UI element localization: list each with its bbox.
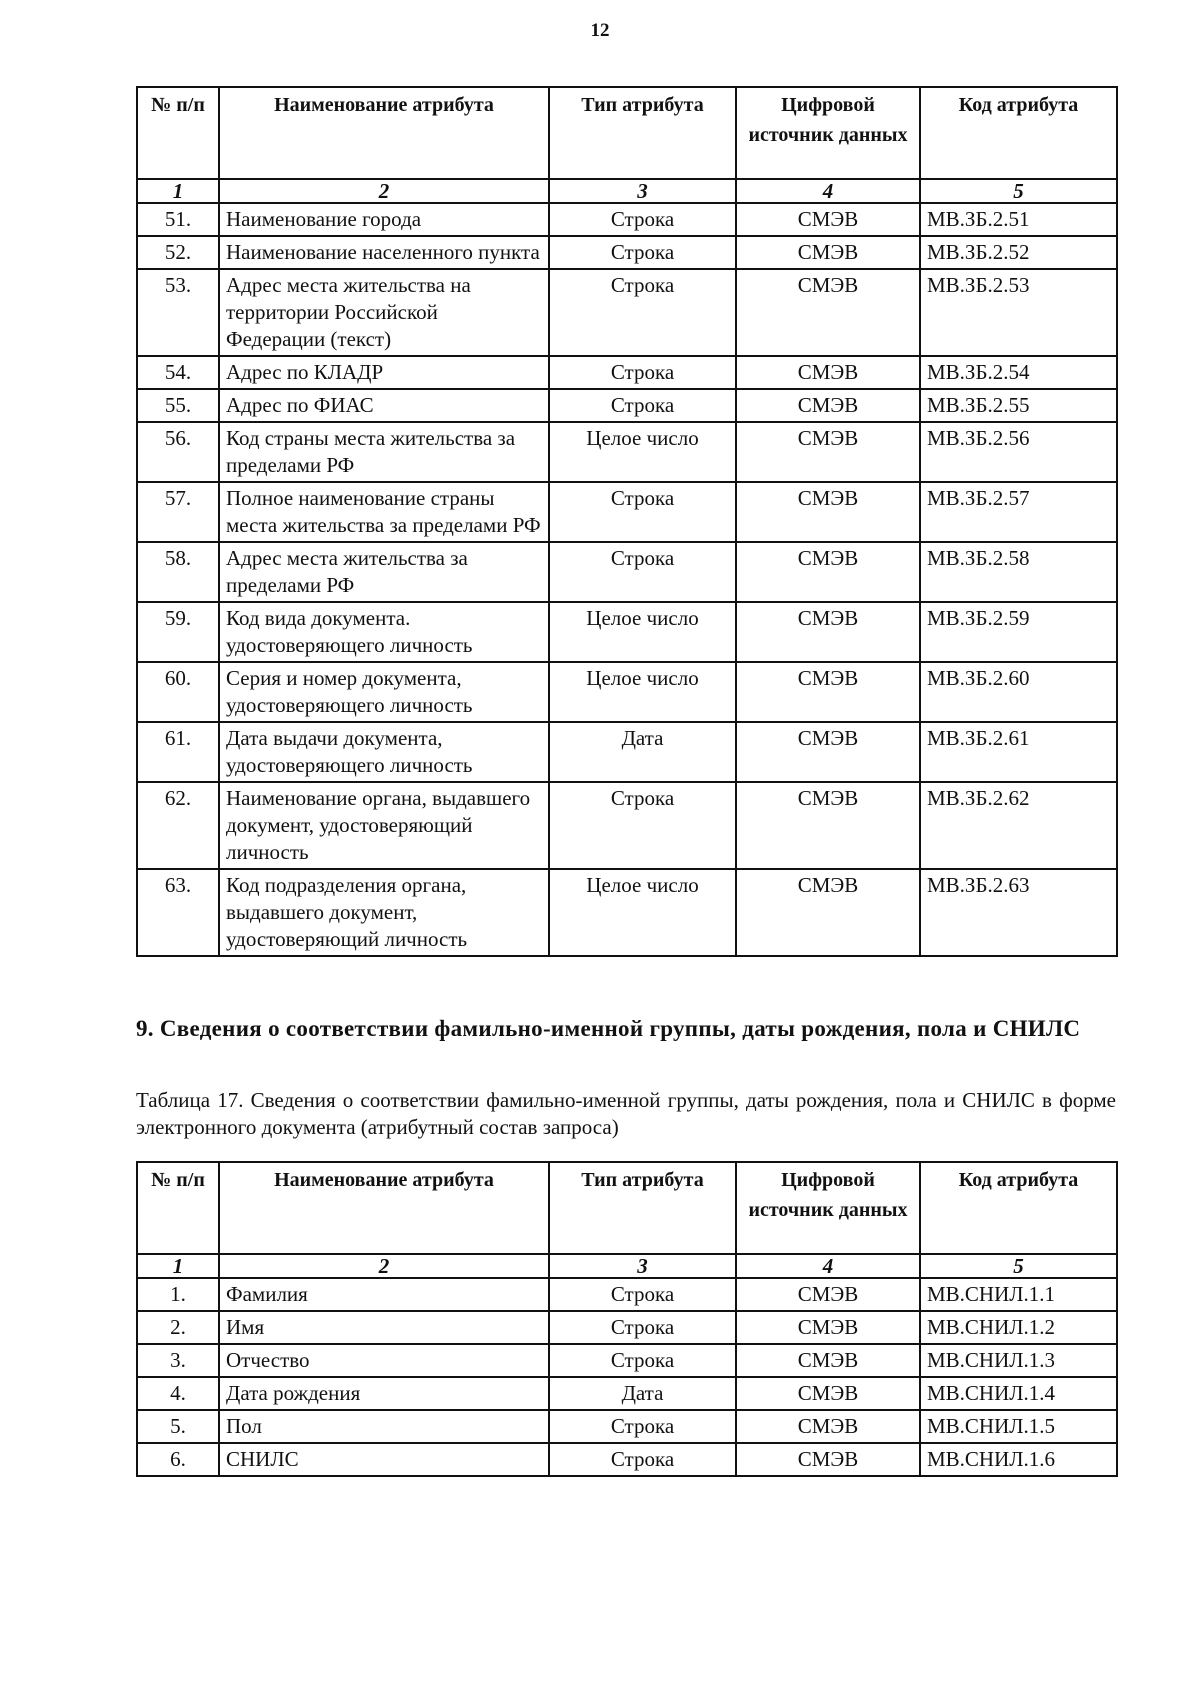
attribute-type: Строка [549, 542, 736, 602]
header-code: Код атрибута [920, 87, 1117, 179]
attribute-code: МВ.СНИЛ.1.6 [920, 1443, 1117, 1476]
row-number: 52. [137, 236, 219, 269]
attribute-name: Код подразделения органа, выдавшего документ, удостоверяющий личность [219, 869, 549, 956]
attribute-type: Строка [549, 356, 736, 389]
attribute-type: Строка [549, 1410, 736, 1443]
attribute-type: Строка [549, 389, 736, 422]
data-source: СМЭВ [736, 356, 920, 389]
attribute-type: Строка [549, 269, 736, 356]
row-number: 58. [137, 542, 219, 602]
attribute-type: Строка [549, 782, 736, 869]
table-row [137, 782, 1117, 869]
data-source: СМЭВ [736, 782, 920, 869]
attribute-name: Код страны места жительства за пределами РФ [219, 422, 549, 482]
attributes-table-continued [136, 86, 1118, 957]
row-number: 56. [137, 422, 219, 482]
row-number: 61. [137, 722, 219, 782]
header-source: Цифровой источник данных [736, 87, 920, 179]
row-number: 60. [137, 662, 219, 722]
attribute-code: МВ.ЗБ.2.51 [920, 203, 1117, 236]
row-number: 51. [137, 203, 219, 236]
data-source: СМЭВ [736, 203, 920, 236]
row-number: 54. [137, 356, 219, 389]
attribute-name: Адрес по ФИАС [219, 389, 549, 422]
attribute-type: Строка [549, 1443, 736, 1476]
data-source: СМЭВ [736, 1410, 920, 1443]
table-row [137, 356, 1117, 389]
attribute-code: МВ.СНИЛ.1.1 [920, 1278, 1117, 1311]
attribute-type: Строка [549, 1311, 736, 1344]
table-row [137, 1344, 1117, 1377]
table-row [137, 482, 1117, 542]
row-number: 1. [137, 1278, 219, 1311]
attribute-code: МВ.ЗБ.2.53 [920, 269, 1117, 356]
data-source: СМЭВ [736, 482, 920, 542]
attribute-type: Дата [549, 722, 736, 782]
attribute-name: Дата рождения [219, 1377, 549, 1410]
table-row [137, 269, 1117, 356]
row-number: 3. [137, 1344, 219, 1377]
attribute-type: Целое число [549, 869, 736, 956]
table-body [137, 1278, 1117, 1476]
attribute-name: СНИЛС [219, 1443, 549, 1476]
data-source: СМЭВ [736, 602, 920, 662]
column-number: 3 [549, 179, 736, 203]
table-header-row [137, 87, 1117, 179]
attribute-code: МВ.СНИЛ.1.2 [920, 1311, 1117, 1344]
row-number: 6. [137, 1443, 219, 1476]
column-number: 2 [219, 1254, 549, 1278]
table-row [137, 662, 1117, 722]
attribute-name: Отчество [219, 1344, 549, 1377]
table-row [137, 1443, 1117, 1476]
attribute-type: Строка [549, 482, 736, 542]
row-number: 63. [137, 869, 219, 956]
attribute-code: МВ.СНИЛ.1.4 [920, 1377, 1117, 1410]
table-row [137, 1278, 1117, 1311]
attribute-code: МВ.ЗБ.2.59 [920, 602, 1117, 662]
column-number: 5 [920, 1254, 1117, 1278]
table-row [137, 422, 1117, 482]
row-number: 5. [137, 1410, 219, 1443]
attribute-code: МВ.ЗБ.2.52 [920, 236, 1117, 269]
table-row [137, 542, 1117, 602]
snils-attributes-table [136, 1161, 1118, 1477]
header-type: Тип атрибута [549, 1162, 736, 1254]
column-numbering-row [137, 179, 1117, 203]
column-number: 3 [549, 1254, 736, 1278]
attribute-name: Серия и номер документа, удостоверяющего личность [219, 662, 549, 722]
attribute-code: МВ.ЗБ.2.56 [920, 422, 1117, 482]
attribute-code: МВ.СНИЛ.1.3 [920, 1344, 1117, 1377]
table-row [137, 722, 1117, 782]
table-row [137, 1311, 1117, 1344]
data-source: СМЭВ [736, 1311, 920, 1344]
section-heading: 9. Сведения о соответствии фамильно-именной группы, даты рождения, пола и СНИЛС [136, 1016, 1081, 1041]
attribute-name: Имя [219, 1311, 549, 1344]
attribute-type: Строка [549, 1278, 736, 1311]
column-number: 4 [736, 1254, 920, 1278]
table-row [137, 869, 1117, 956]
data-source: СМЭВ [736, 422, 920, 482]
header-name: Наименование атрибута [219, 87, 549, 179]
data-source: СМЭВ [736, 389, 920, 422]
header-type: Тип атрибута [549, 87, 736, 179]
attribute-type: Строка [549, 236, 736, 269]
attribute-code: МВ.ЗБ.2.60 [920, 662, 1117, 722]
attribute-name: Пол [219, 1410, 549, 1443]
column-numbering-row [137, 1254, 1117, 1278]
attribute-type: Целое число [549, 602, 736, 662]
table-row [137, 203, 1117, 236]
attribute-name: Наименование органа, выдавшего документ, удостоверяющий личность [219, 782, 549, 869]
attribute-name: Адрес места жительства на территории Российской Федерации (текст) [219, 269, 549, 356]
attribute-name: Полное наименование страны места жительства за пределами РФ [219, 482, 549, 542]
data-source: СМЭВ [736, 1278, 920, 1311]
data-source: СМЭВ [736, 1377, 920, 1410]
attribute-name: Наименование населенного пункта [219, 236, 549, 269]
data-source: СМЭВ [736, 542, 920, 602]
attribute-type: Целое число [549, 422, 736, 482]
row-number: 55. [137, 389, 219, 422]
attribute-name: Фамилия [219, 1278, 549, 1311]
attribute-name: Код вида документа. удостоверяющего личность [219, 602, 549, 662]
attribute-code: МВ.ЗБ.2.58 [920, 542, 1117, 602]
data-source: СМЭВ [736, 269, 920, 356]
table-row [137, 389, 1117, 422]
column-number: 1 [137, 179, 219, 203]
table-row [137, 602, 1117, 662]
attribute-code: МВ.ЗБ.2.57 [920, 482, 1117, 542]
header-num: № п/п [137, 1162, 219, 1254]
column-number: 2 [219, 179, 549, 203]
table-row [137, 236, 1117, 269]
row-number: 53. [137, 269, 219, 356]
attribute-code: МВ.ЗБ.2.62 [920, 782, 1117, 869]
attribute-name: Дата выдачи документа, удостоверяющего личность [219, 722, 549, 782]
attribute-code: МВ.СНИЛ.1.5 [920, 1410, 1117, 1443]
attribute-name: Адрес места жительства за пределами РФ [219, 542, 549, 602]
row-number: 57. [137, 482, 219, 542]
attribute-type: Строка [549, 1344, 736, 1377]
data-source: СМЭВ [736, 662, 920, 722]
row-number: 2. [137, 1311, 219, 1344]
attribute-name: Адрес по КЛАДР [219, 356, 549, 389]
header-source: Цифровой источник данных [736, 1162, 920, 1254]
table-body [137, 203, 1117, 956]
data-source: СМЭВ [736, 236, 920, 269]
attribute-code: МВ.ЗБ.2.63 [920, 869, 1117, 956]
table-header-row [137, 1162, 1117, 1254]
data-source: СМЭВ [736, 869, 920, 956]
header-name: Наименование атрибута [219, 1162, 549, 1254]
attribute-code: МВ.ЗБ.2.61 [920, 722, 1117, 782]
row-number: 59. [137, 602, 219, 662]
table-row [137, 1377, 1117, 1410]
attribute-code: МВ.ЗБ.2.54 [920, 356, 1117, 389]
table-caption: Таблица 17. Сведения о соответствии фамильно-именной группы, даты рождения, пола и СНИЛС в форме электронного документа (атрибутный состав запроса) [136, 1088, 1116, 1139]
row-number: 4. [137, 1377, 219, 1410]
attribute-type: Целое число [549, 662, 736, 722]
data-source: СМЭВ [736, 1344, 920, 1377]
header-num: № п/п [137, 87, 219, 179]
data-source: СМЭВ [736, 722, 920, 782]
attribute-code: МВ.ЗБ.2.55 [920, 389, 1117, 422]
attribute-type: Дата [549, 1377, 736, 1410]
page-number: 12 [590, 20, 610, 41]
data-source: СМЭВ [736, 1443, 920, 1476]
column-number: 1 [137, 1254, 219, 1278]
attribute-type: Строка [549, 203, 736, 236]
column-number: 5 [920, 179, 1117, 203]
table-row [137, 1410, 1117, 1443]
header-code: Код атрибута [920, 1162, 1117, 1254]
attribute-name: Наименование города [219, 203, 549, 236]
column-number: 4 [736, 179, 920, 203]
row-number: 62. [137, 782, 219, 869]
